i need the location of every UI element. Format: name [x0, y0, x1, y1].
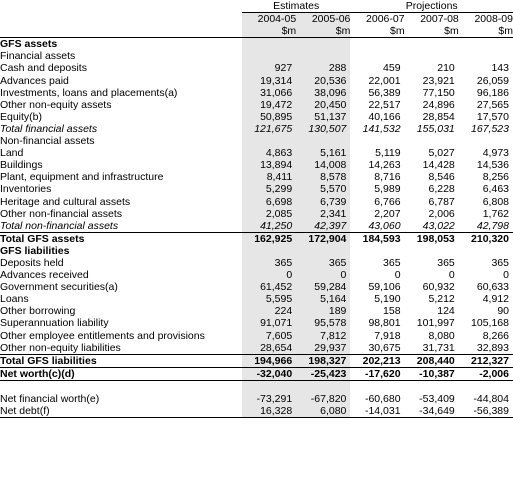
value-cell: 224 — [242, 305, 296, 317]
row-label: Non-financial assets — [0, 135, 95, 148]
value-cell: 194,966 — [242, 354, 296, 367]
value-cell: 96,186 — [476, 86, 509, 99]
value-cell: 5,164 — [296, 293, 350, 305]
value-cell: 927 — [242, 62, 296, 74]
value-cell: 130,507 — [296, 123, 350, 135]
value-cell: 105,168 — [471, 317, 509, 330]
table-row — [0, 123, 513, 135]
row-label: Other borrowing — [0, 305, 76, 318]
table-row — [0, 269, 513, 281]
table-row — [0, 183, 513, 195]
empty-cell — [405, 38, 459, 51]
value-cell: 208,440 — [405, 354, 459, 367]
header-group-row — [0, 0, 513, 13]
spacer-cell — [0, 380, 242, 393]
value-cell: 5,212 — [428, 293, 455, 306]
row-label: Financial assets — [0, 50, 76, 63]
value-cell: 20,450 — [296, 99, 350, 111]
value-cell: -14,031 — [350, 405, 404, 418]
row-label: Total financial assets — [0, 122, 98, 135]
value-cell: 56,389 — [368, 86, 401, 99]
value-cell: 20,536 — [296, 75, 350, 87]
value-cell: 19,472 — [242, 99, 296, 111]
spacer-cell — [350, 380, 404, 393]
table-row — [0, 220, 513, 233]
empty-cell — [350, 135, 404, 147]
empty-cell — [459, 135, 513, 147]
value-cell: 0 — [394, 269, 401, 282]
value-cell: 2,006 — [428, 207, 455, 220]
row-label: Total GFS assets — [0, 232, 242, 245]
table-row — [0, 293, 513, 305]
value-cell: 8,716 — [374, 171, 401, 184]
value-cell: 14,428 — [422, 159, 455, 172]
value-cell: 91,071 — [242, 317, 296, 329]
value-cell: 29,937 — [296, 342, 350, 355]
table-row — [0, 111, 513, 123]
value-cell: 41,250 — [242, 220, 296, 233]
value-cell: 42,798 — [476, 219, 509, 232]
value-cell: 61,452 — [242, 281, 296, 293]
table-row — [0, 159, 513, 171]
empty-cell — [405, 135, 459, 147]
empty-cell — [459, 38, 513, 51]
row-label: Investments, loans and placements(a) — [0, 86, 178, 99]
row-label: Cash and deposits — [0, 62, 87, 75]
row-label: Net debt(f) — [0, 405, 242, 418]
value-cell: 5,595 — [242, 293, 296, 305]
row-label: Other non-financial assets — [0, 207, 122, 220]
header-unit-row — [0, 25, 513, 38]
table-row — [0, 147, 513, 159]
row-label: GFS assets — [0, 38, 58, 51]
empty-cell — [242, 135, 296, 147]
row-label: Superannuation liability — [0, 317, 109, 330]
value-cell: 202,213 — [350, 354, 404, 367]
empty-cell — [350, 38, 404, 51]
value-cell: -2,006 — [459, 367, 513, 380]
table-row — [0, 75, 513, 87]
row-label: Advances received — [0, 269, 89, 282]
unit-header: $m — [296, 25, 350, 38]
value-cell: 2,341 — [296, 208, 350, 220]
value-cell: 77,150 — [422, 86, 455, 99]
value-cell: -60,680 — [364, 393, 401, 405]
table-row — [0, 87, 513, 99]
value-cell: 210 — [437, 62, 455, 75]
unit-header: $m — [350, 25, 404, 38]
row-label: Land — [0, 147, 24, 160]
value-cell: 121,675 — [242, 123, 296, 135]
row-label: Other non-equity assets — [0, 98, 112, 111]
value-cell: 22,001 — [368, 74, 401, 87]
value-cell: 30,675 — [368, 341, 401, 354]
value-cell: 14,008 — [296, 159, 350, 171]
empty-cell — [350, 50, 404, 62]
value-cell: 26,059 — [476, 74, 509, 87]
value-cell: -53,409 — [419, 393, 455, 405]
value-cell: 0 — [503, 269, 509, 282]
value-cell: 23,921 — [422, 74, 455, 87]
table-row — [0, 208, 513, 220]
value-cell: -17,620 — [350, 367, 404, 380]
value-cell: 143 — [491, 62, 509, 75]
year-header: 2007-08 — [420, 13, 459, 26]
value-cell: 59,284 — [296, 281, 350, 293]
table-row — [0, 393, 513, 405]
value-cell: 42,397 — [296, 220, 350, 233]
value-cell: 6,228 — [428, 183, 455, 196]
value-cell: 212,327 — [459, 354, 513, 367]
value-cell: 6,463 — [482, 183, 509, 196]
header-year-row — [0, 13, 513, 26]
value-cell: 8,546 — [428, 171, 455, 184]
value-cell: 459 — [383, 62, 401, 75]
row-label: Plant, equipment and infrastructure — [0, 171, 164, 184]
value-cell: -56,389 — [459, 405, 513, 418]
unit-header: $m — [459, 25, 513, 38]
value-cell: 6,766 — [374, 195, 401, 208]
row-label: Equity(b) — [0, 110, 43, 123]
value-cell: 17,570 — [476, 110, 509, 123]
spacer-cell — [296, 380, 350, 393]
row-label: Loans — [0, 293, 29, 306]
value-cell: 365 — [437, 256, 455, 269]
row-label: Inventories — [0, 183, 52, 196]
value-cell: 8,256 — [482, 171, 509, 184]
value-cell: 210,320 — [459, 232, 513, 245]
table-row — [0, 171, 513, 183]
estimates-header: Estimates — [242, 0, 350, 13]
value-cell: 24,896 — [422, 98, 455, 111]
value-cell: 189 — [296, 305, 350, 317]
value-cell: -44,804 — [473, 393, 509, 405]
value-cell: 0 — [296, 269, 350, 281]
value-cell: -34,649 — [405, 405, 459, 418]
empty-cell — [296, 135, 350, 147]
value-cell: 28,854 — [422, 110, 455, 123]
value-cell: 7,918 — [374, 329, 401, 342]
value-cell: 365 — [383, 256, 401, 269]
table-row — [0, 367, 513, 380]
empty-cell — [242, 38, 296, 51]
value-cell: 19,314 — [242, 75, 296, 87]
value-cell: 5,027 — [428, 147, 455, 160]
table-row — [0, 281, 513, 293]
value-cell: 28,654 — [242, 342, 296, 355]
value-cell: 60,932 — [422, 281, 455, 294]
year-header: 2005-06 — [296, 13, 350, 26]
empty-cell — [296, 38, 350, 51]
value-cell: 1,762 — [482, 207, 509, 220]
value-cell: 124 — [437, 305, 455, 318]
value-cell: 4,912 — [482, 293, 509, 306]
value-cell: 4,863 — [242, 147, 296, 159]
value-cell: 40,166 — [368, 110, 401, 123]
value-cell: 7,812 — [296, 330, 350, 342]
value-cell: 0 — [242, 269, 296, 281]
value-cell: 198,053 — [405, 232, 459, 245]
value-cell: 51,137 — [296, 111, 350, 123]
value-cell: 95,578 — [296, 317, 350, 329]
value-cell: 2,207 — [374, 207, 401, 220]
table-row — [0, 305, 513, 317]
value-cell: 5,119 — [375, 147, 401, 160]
value-cell: 172,904 — [296, 232, 350, 245]
value-cell: 14,536 — [476, 159, 509, 172]
table-row — [0, 354, 513, 367]
value-cell: 60,633 — [476, 281, 509, 294]
row-label: Advances paid — [0, 74, 69, 87]
table-row — [0, 99, 513, 111]
year-header: 2004-05 — [242, 13, 296, 26]
value-cell: 6,808 — [482, 195, 509, 208]
value-cell: 38,096 — [296, 87, 350, 99]
value-cell: 6,080 — [296, 405, 350, 418]
empty-cell — [459, 245, 513, 257]
value-cell: 59,106 — [368, 281, 401, 294]
value-cell: 43,060 — [368, 219, 401, 232]
spacer-cell — [242, 380, 296, 393]
value-cell: 162,925 — [242, 232, 296, 245]
row-label: Net worth(c)(d) — [0, 367, 242, 380]
row-label: Government securities(a) — [0, 281, 118, 294]
value-cell: 90 — [497, 305, 509, 318]
value-cell: 365 — [296, 257, 350, 269]
value-cell: 22,517 — [368, 98, 401, 111]
table-row — [0, 317, 513, 329]
value-cell: 8,266 — [482, 329, 509, 342]
table-row — [0, 342, 513, 355]
row-label: Total GFS liabilities — [0, 354, 242, 367]
value-cell: -25,423 — [296, 367, 350, 380]
spacer-cell — [459, 380, 513, 393]
value-cell: 6,787 — [428, 195, 455, 208]
table-row — [0, 257, 513, 269]
empty-cell — [350, 245, 404, 257]
unit-header: $m — [405, 25, 459, 38]
value-cell: 43,022 — [422, 219, 455, 232]
value-cell: 5,190 — [374, 293, 401, 306]
spacer-row — [0, 380, 513, 393]
value-cell: 5,299 — [242, 183, 296, 195]
row-label: Other employee entitlements and provisions — [0, 329, 205, 342]
row-label: Deposits held — [0, 256, 64, 269]
value-cell: 13,894 — [242, 159, 296, 171]
value-cell: 167,523 — [471, 122, 509, 135]
value-cell: 141,532 — [362, 122, 401, 135]
value-cell: 8,578 — [296, 171, 350, 183]
value-cell: 198,327 — [296, 354, 350, 367]
value-cell: 14,263 — [368, 159, 401, 172]
empty-cell — [459, 50, 513, 62]
table-row — [0, 62, 513, 74]
table-row — [0, 330, 513, 342]
year-header: 2008-09 — [474, 13, 513, 26]
value-cell: 8,080 — [428, 329, 455, 342]
row-label: Total non-financial assets — [0, 219, 119, 232]
value-cell: 184,593 — [350, 232, 404, 245]
value-cell: -73,291 — [242, 393, 296, 405]
table-row — [0, 405, 513, 418]
row-label: Net financial worth(e) — [0, 393, 100, 405]
table-row — [0, 232, 513, 245]
year-header: 2006-07 — [366, 13, 405, 26]
value-cell: 158 — [383, 305, 401, 318]
projections-header: Projections — [350, 0, 513, 13]
value-cell: 288 — [296, 62, 350, 74]
value-cell: 4,973 — [482, 147, 509, 160]
value-cell: 365 — [242, 257, 296, 269]
value-cell: -67,820 — [296, 393, 350, 405]
section-heading-row — [0, 245, 513, 257]
value-cell: -32,040 — [242, 367, 296, 380]
empty-cell — [296, 245, 350, 257]
value-cell: 155,031 — [416, 122, 455, 135]
table-body — [0, 38, 513, 418]
row-label: GFS liabilities — [0, 244, 70, 257]
value-cell: 6,698 — [242, 196, 296, 208]
empty-cell — [405, 245, 459, 257]
value-cell: 0 — [448, 269, 455, 282]
value-cell: 365 — [491, 256, 509, 269]
row-label: Heritage and cultural assets — [0, 195, 131, 208]
empty-cell — [296, 50, 350, 62]
empty-cell — [242, 245, 296, 257]
row-label: Other non-equity liabilities — [0, 341, 121, 354]
empty-cell — [405, 50, 459, 62]
value-cell: -10,387 — [405, 367, 459, 380]
subsection-heading-row — [0, 50, 513, 62]
value-cell: 27,565 — [476, 98, 509, 111]
value-cell: 50,895 — [242, 111, 296, 123]
value-cell: 6,739 — [296, 196, 350, 208]
value-cell: 5,570 — [296, 183, 350, 195]
spacer-cell — [405, 380, 459, 393]
value-cell: 5,989 — [374, 183, 401, 196]
subsection-heading-row — [0, 135, 513, 147]
value-cell: 16,328 — [242, 405, 296, 418]
value-cell: 32,893 — [476, 341, 509, 354]
row-label: Buildings — [0, 159, 43, 172]
value-cell: 5,161 — [296, 147, 350, 159]
value-cell: 2,085 — [242, 208, 296, 220]
value-cell: 8,411 — [242, 171, 296, 183]
unit-header: $m — [242, 25, 296, 38]
value-cell: 31,731 — [422, 341, 455, 354]
value-cell: 7,605 — [242, 330, 296, 342]
table-row — [0, 196, 513, 208]
value-cell: 101,997 — [416, 317, 455, 330]
value-cell: 98,801 — [368, 317, 401, 330]
empty-cell — [242, 50, 296, 62]
section-heading-row — [0, 38, 513, 51]
value-cell: 31,066 — [242, 87, 296, 99]
